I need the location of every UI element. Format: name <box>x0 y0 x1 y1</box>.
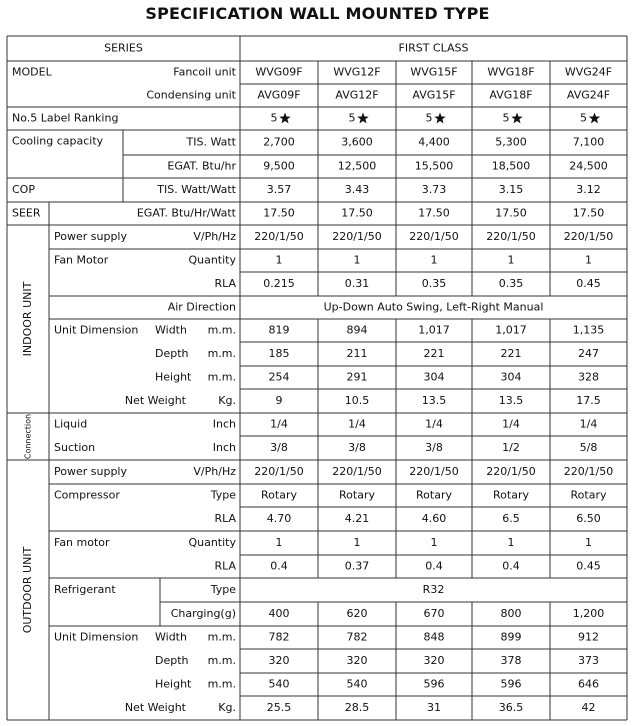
indoor-width-label: Width <box>155 323 187 337</box>
indoor-width-cell: 1,017 <box>495 323 527 337</box>
cooling-egat-cell: 12,500 <box>337 159 377 173</box>
indoor-power-cell: 220/1/50 <box>254 230 304 243</box>
model-cell: WVG18F <box>487 65 535 79</box>
compressor-rla-cell: 4.21 <box>344 512 370 525</box>
page-title: SPECIFICATION WALL MOUNTED TYPE <box>145 4 490 23</box>
indoor-height-cell: 254 <box>268 370 290 384</box>
outdoor-depth-cell: 373 <box>578 654 599 667</box>
fancoil-label: Fancoil unit <box>173 65 236 79</box>
outdoor-fan-motor-label: Fan motor <box>54 536 110 549</box>
outdoor-depth-cell: 320 <box>346 654 368 667</box>
indoor-depth-label: Depth <box>155 347 189 360</box>
cooling-egat-cell: 24,500 <box>569 159 608 173</box>
indoor-width-unit: m.m. <box>207 323 236 337</box>
outdoor-depth-cell: 320 <box>268 654 290 667</box>
outdoor-weight-cell: 25.5 <box>266 701 292 714</box>
indoor-fan-rla-cell: 0.35 <box>498 277 524 290</box>
outdoor-height-cell: 596 <box>423 677 445 691</box>
tis-watt-label: TIS. Watt <box>186 135 236 149</box>
outdoor-fan-rla-cell: 0.37 <box>344 559 370 573</box>
outdoor-net-weight-label: Net Weight <box>124 701 186 714</box>
liquid-cell: 1/4 <box>425 417 443 431</box>
refrigerant-value: R32 <box>422 583 445 596</box>
indoor-fan-rla-cell: 0.215 <box>263 277 295 290</box>
egat-btu-label: EGAT. Btu/hr <box>167 159 236 173</box>
indoor-power-cell: 220/1/50 <box>563 230 614 243</box>
compressor-rla-cell: 4.70 <box>266 512 292 525</box>
model-cell: WVG09F <box>255 65 303 79</box>
indoor-fan-qty-cell: 1 <box>507 253 515 267</box>
compressor-rla-cell: 4.60 <box>421 512 447 525</box>
outdoor-height-unit: m.m. <box>207 677 236 691</box>
indoor-fan-qty-cell: 1 <box>275 253 283 267</box>
indoor-fan-qty-cell: 1 <box>430 253 438 267</box>
indoor-rla-label: RLA <box>214 277 236 290</box>
indoor-power-cell: 220/1/50 <box>409 230 459 243</box>
outdoor-width-cell: 912 <box>578 630 599 644</box>
compressor-label: Compressor <box>54 488 120 502</box>
indoor-width-cell: 1,135 <box>572 323 605 337</box>
cooling-tis-cell: 7,100 <box>572 135 605 149</box>
outdoor-rla-label: RLA <box>214 559 236 573</box>
condensing-cell: AVG18F <box>489 88 533 102</box>
outdoor-width-label: Width <box>155 630 187 644</box>
indoor-weight-cell: 13.5 <box>498 394 524 407</box>
outdoor-depth-unit: m.m. <box>207 654 236 667</box>
indoor-vphhz-label: V/Ph/Hz <box>193 230 236 243</box>
outdoor-height-label: Height <box>155 677 192 691</box>
egat-bbw-label: EGAT. Btu/Hr/Watt <box>136 206 236 220</box>
outdoor-fan-qty-cell: 1 <box>585 536 592 549</box>
outdoor-width-cell: 899 <box>500 630 522 644</box>
compressor-type-cell: Rotary <box>570 488 607 502</box>
compressor-type-cell: Rotary <box>339 488 375 502</box>
outdoor-fan-qty-cell: 1 <box>275 536 283 549</box>
liquid-inch-unit: Inch <box>212 417 236 431</box>
indoor-depth-unit: m.m. <box>207 347 236 360</box>
model-label: MODEL <box>12 65 52 79</box>
outdoor-weight-cell: 31 <box>427 701 441 714</box>
indoor-power-cell: 220/1/50 <box>332 230 382 243</box>
cop-cell: 3.15 <box>498 183 524 196</box>
model-cell: WVG15F <box>410 65 458 79</box>
charging-cell: 670 <box>423 607 445 620</box>
indoor-depth-cell: 211 <box>346 347 368 360</box>
refrigerant-type-label: Type <box>210 583 236 596</box>
outdoor-unit-label: OUTDOOR UNIT <box>21 546 34 634</box>
indoor-weight-cell: 10.5 <box>344 394 370 407</box>
outdoor-fan-rla-cell: 0.4 <box>425 559 443 573</box>
indoor-width-cell: 894 <box>346 323 368 337</box>
charging-cell: 1,200 <box>572 607 605 620</box>
seer-cell: 17.50 <box>263 206 295 220</box>
suction-cell: 3/8 <box>425 441 443 454</box>
outdoor-power-cell: 220/1/50 <box>254 465 304 478</box>
air-direction-label: Air Direction <box>167 300 236 314</box>
connection-label: Connection <box>23 413 33 460</box>
label-rank-cell: 5 <box>502 111 510 125</box>
outdoor-fan-qty-cell: 1 <box>353 536 361 549</box>
outdoor-width-unit: m.m. <box>207 630 236 644</box>
seer-cell: 17.50 <box>495 206 527 220</box>
indoor-height-unit: m.m. <box>207 370 236 384</box>
label-rank-cell: 5 <box>270 111 278 125</box>
indoor-height-cell: 304 <box>500 370 522 384</box>
indoor-weight-cell: 13.5 <box>421 394 447 407</box>
outdoor-kg-unit: Kg. <box>218 701 236 714</box>
liquid-label: Liquid <box>54 417 88 431</box>
suction-cell: 3/8 <box>270 441 288 454</box>
model-cell: WVG12F <box>333 65 381 79</box>
indoor-depth-cell: 221 <box>423 347 445 360</box>
outdoor-power-supply-label: Power supply <box>54 465 127 478</box>
star-icon <box>357 113 368 124</box>
compressor-rla-cell: 6.50 <box>576 512 601 525</box>
cooling-egat-cell: 9,500 <box>263 159 295 173</box>
label-rank-cell: 5 <box>348 111 356 125</box>
series-label: SERIES <box>104 41 143 55</box>
tis-ww-label: TIS. Watt/Watt <box>157 183 236 196</box>
outdoor-width-cell: 782 <box>346 630 368 644</box>
condensing-label: Condensing unit <box>146 88 236 102</box>
indoor-power-cell: 220/1/50 <box>486 230 536 243</box>
indoor-fan-rla-cell: 0.45 <box>576 277 601 290</box>
outdoor-dimension-label: Unit Dimension <box>54 630 139 644</box>
label-ranking-label: No.5 Label Ranking <box>12 111 119 125</box>
condensing-cell: AVG09F <box>257 88 301 102</box>
liquid-cell: 1/4 <box>579 417 598 431</box>
cooling-egat-cell: 18,500 <box>491 159 531 173</box>
outdoor-weight-cell: 36.5 <box>498 701 524 714</box>
indoor-height-label: Height <box>155 370 192 384</box>
outdoor-quantity-label: Quantity <box>188 536 236 549</box>
cooling-capacity-label: Cooling capacity <box>12 134 104 148</box>
star-icon <box>589 113 600 124</box>
outdoor-power-cell: 220/1/50 <box>409 465 459 478</box>
indoor-width-cell: 819 <box>268 323 290 337</box>
charging-label: Charging(g) <box>170 607 236 620</box>
suction-cell: 5/8 <box>579 441 598 454</box>
charging-cell: 800 <box>500 607 522 620</box>
indoor-fan-qty-cell: 1 <box>353 253 361 267</box>
indoor-power-supply-label: Power supply <box>54 230 127 243</box>
star-icon <box>434 113 445 124</box>
cooling-tis-cell: 4,400 <box>418 135 450 149</box>
air-direction-value: Up-Down Auto Swing, Left-Right Manual <box>323 300 544 314</box>
liquid-cell: 1/4 <box>348 417 366 431</box>
outdoor-vphhz-label: V/Ph/Hz <box>193 465 236 478</box>
seer-cell: 17.50 <box>572 206 605 220</box>
charging-cell: 400 <box>268 607 290 620</box>
compressor-type-cell: Rotary <box>493 488 529 502</box>
star-icon <box>279 113 290 124</box>
cop-cell: 3.57 <box>266 183 292 196</box>
indoor-quantity-label: Quantity <box>188 253 236 267</box>
cop-cell: 3.43 <box>344 183 370 196</box>
outdoor-depth-cell: 378 <box>500 654 522 667</box>
indoor-depth-cell: 221 <box>500 347 522 360</box>
condensing-cell: AVG24F <box>566 88 611 102</box>
indoor-dimension-label: Unit Dimension <box>54 323 139 337</box>
liquid-cell: 1/4 <box>502 417 520 431</box>
compressor-type-cell: Rotary <box>261 488 297 502</box>
suction-label: Suction <box>54 441 96 454</box>
outdoor-height-cell: 540 <box>268 677 290 691</box>
charging-cell: 620 <box>346 607 368 620</box>
outdoor-power-cell: 220/1/50 <box>563 465 614 478</box>
suction-cell: 1/2 <box>502 441 520 454</box>
compressor-rla-cell: 6.5 <box>502 512 520 525</box>
outdoor-power-cell: 220/1/50 <box>486 465 536 478</box>
outdoor-fan-qty-cell: 1 <box>507 536 515 549</box>
condensing-cell: AVG15F <box>412 88 456 102</box>
outdoor-height-cell: 540 <box>346 677 368 691</box>
seer-cell: 17.50 <box>341 206 373 220</box>
cop-cell: 3.12 <box>576 183 601 196</box>
seer-label: SEER <box>12 206 41 220</box>
indoor-fan-motor-label: Fan Motor <box>54 253 109 267</box>
outdoor-weight-cell: 28.5 <box>344 701 370 714</box>
outdoor-fan-rla-cell: 0.4 <box>270 559 288 573</box>
compressor-type-label: Type <box>210 488 236 502</box>
indoor-fan-rla-cell: 0.35 <box>421 277 447 290</box>
cooling-tis-cell: 2,700 <box>263 135 295 149</box>
condensing-cell: AVG12F <box>335 88 379 102</box>
outdoor-fan-qty-cell: 1 <box>430 536 438 549</box>
suction-cell: 3/8 <box>348 441 366 454</box>
outdoor-fan-rla-cell: 0.45 <box>576 559 601 573</box>
indoor-net-weight-label: Net Weight <box>124 394 186 407</box>
cooling-egat-cell: 15,500 <box>414 159 454 173</box>
cooling-tis-cell: 3,600 <box>341 135 373 149</box>
seer-cell: 17.50 <box>418 206 450 220</box>
indoor-weight-cell: 9 <box>275 394 283 407</box>
outdoor-width-cell: 782 <box>268 630 290 644</box>
outdoor-height-cell: 596 <box>500 677 522 691</box>
compressor-rla-label: RLA <box>214 512 236 525</box>
outdoor-depth-label: Depth <box>155 654 189 667</box>
series-value: FIRST CLASS <box>398 41 469 55</box>
outdoor-weight-cell: 42 <box>581 701 596 714</box>
label-rank-cell: 5 <box>580 111 587 125</box>
outdoor-width-cell: 848 <box>423 630 445 644</box>
indoor-width-cell: 1,017 <box>418 323 450 337</box>
outdoor-fan-rla-cell: 0.4 <box>502 559 520 573</box>
outdoor-depth-cell: 320 <box>423 654 445 667</box>
cooling-tis-cell: 5,300 <box>495 135 527 149</box>
indoor-depth-cell: 185 <box>268 347 290 360</box>
cop-cell: 3.73 <box>421 183 447 196</box>
indoor-height-cell: 304 <box>423 370 445 384</box>
indoor-depth-cell: 247 <box>578 347 599 360</box>
outdoor-height-cell: 646 <box>578 677 599 691</box>
cop-label: COP <box>12 183 35 196</box>
outdoor-power-cell: 220/1/50 <box>332 465 382 478</box>
suction-inch-unit: Inch <box>212 441 236 454</box>
indoor-height-cell: 291 <box>346 370 368 384</box>
star-icon <box>511 113 522 124</box>
indoor-unit-label: INDOOR UNIT <box>21 281 34 357</box>
liquid-cell: 1/4 <box>270 417 288 431</box>
indoor-fan-rla-cell: 0.31 <box>344 277 370 290</box>
model-cell: WVG24F <box>564 65 613 79</box>
compressor-type-cell: Rotary <box>416 488 452 502</box>
indoor-fan-qty-cell: 1 <box>585 253 592 267</box>
indoor-weight-cell: 17.5 <box>576 394 601 407</box>
indoor-kg-unit: Kg. <box>218 394 236 407</box>
indoor-height-cell: 328 <box>578 370 599 384</box>
label-rank-cell: 5 <box>425 111 433 125</box>
refrigerant-label: Refrigerant <box>54 583 116 596</box>
